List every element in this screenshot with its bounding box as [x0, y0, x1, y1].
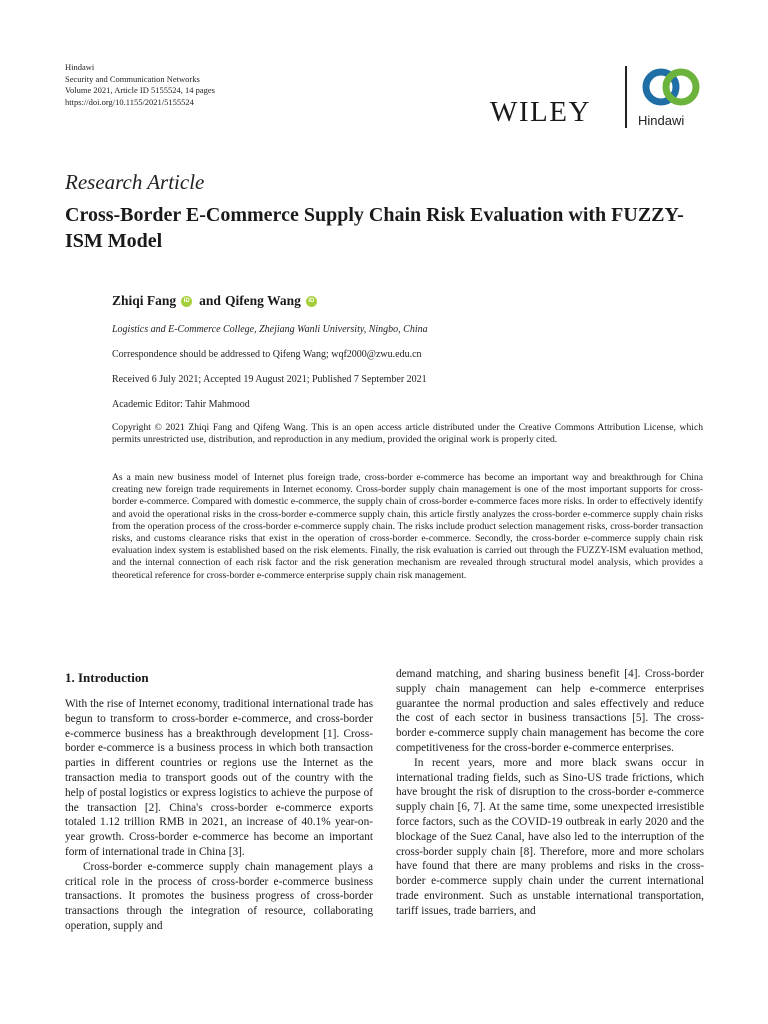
right-column [396, 667, 704, 919]
left-column [65, 697, 373, 934]
publication-dates: Received 6 July 2021; Accepted 19 August 2021; Published 7 September 2021 [112, 374, 427, 385]
author-name[interactable]: Qifeng Wang [224, 293, 301, 308]
orcid-icon[interactable]: iD [181, 296, 192, 307]
wiley-logo: WILEY [490, 96, 591, 128]
hindawi-logo-icon [637, 64, 705, 110]
volume-info: Volume 2021, Article ID 5155524, 14 pages [65, 85, 215, 95]
section-heading: 1. Introduction [65, 670, 149, 685]
hindawi-logo-text: Hindawi [638, 113, 685, 128]
journal-header [65, 62, 215, 108]
doi-link[interactable]: https://doi.org/10.1155/2021/5155524 [65, 96, 194, 107]
paragraph: With the rise of Internet economy, traditional international trade has begun to transform to cross-border e-commerce, and cross-border e-commerce business has a breakthrough development [1]. Cross-border e-commerce is a business process in which both transaction parties in different countries or regions use the Internet as the transaction media to transport goods out of the country with the help of postal logistics or express logistics to achieve the purpose of the transaction [2]. China's cross-border e-commerce exports totaled 1.12 trillion RMB in 2021, an increase of 40.1% year-on-year growth. Cross-border e-commerce has become an important form of international trade in China [3]. [65, 698, 373, 858]
paragraph: In recent years, more and more black swans occur in international trading fields, such as Sino-US trade frictions, which have brought the risk of disruption to the cross-border e-commerce supply chain [6, 7]. At the same time, some unexpected irresistible force factors, such as the COVID-19 outbreak in early 2020 and the blockage of the Suez Canal, have also led to the interruption of the cross-border supply chain [8]. Therefore, more and more scholars have found that there are many problems and risks in the cross-border e-commerce supply chain under the current international trade environment. Such as unstable international transportation, tariff issues, trade barriers, and [396, 756, 704, 917]
orcid-icon[interactable]: iD [306, 296, 317, 307]
author-separator: and [199, 293, 221, 308]
article-type: Research Article [65, 170, 205, 194]
author-list [112, 293, 320, 309]
paragraph: demand matching, and sharing business benefit [4]. Cross-border supply chain management can help e-commerce enterprises guarantee the normal production and sales effectively and reduce the cost of each sector in business transactions [5]. The cross-border e-commerce supply chain management has become the core competitiveness for the cross-border e-commerce enterprises. [396, 668, 704, 754]
journal-name: Security and Communication Networks [65, 73, 200, 84]
logo-divider [625, 66, 627, 128]
paragraph: Cross-border e-commerce supply chain management plays a critical role in the process of cross-border e-commerce business transactions. It promotes the business progress of cross-border transactions through the integration of resource, collaborating operation, supply and [65, 860, 373, 932]
academic-editor: Academic Editor: Tahir Mahmood [112, 399, 250, 410]
abstract: As a main new business model of Internet plus foreign trade, cross-border e-commerce has become an important way and breakthrough for China creating new foreign trade requirements in Internet economy. Cross-border supply chain management is one of the most important supports for cross-border e-commerce. Compared with domestic e-commerce, the supply chain of cross-border e-commerce faces more risks. In order to effectively identify and avoid the operational risks in the cross-border e-commerce supply chain, this article firstly analyzes the cross-border e-commerce supply chain risks from the operation process of the cross-border e-commerce supply chain. The risks include product selection management risks, cross-border transaction risks, and customs clearance risks that exist in the operation of cross-border e-commerce. Secondly, the cross-border e-commerce supply chain risk evaluation index system is established based on the risk elements. Finally, the risk evaluation is carried out through the FUZZY-ISM evaluation method, and the internal connection of each risk factor and the risk generation mechanism are revealed through structural model analysis, which provides a theoretical reference for cross-border e-commerce enterprise supply chain risk management. [112, 472, 703, 581]
correspondence: Correspondence should be addressed to Qifeng Wang; wqf2000@zwu.edu.cn [112, 349, 422, 360]
copyright-notice: Copyright © 2021 Zhiqi Fang and Qifeng Wang. This is an open access article distributed under the Creative Commons Attribution License, which permits unrestricted use, distribution, and reproduction in any medium, provided the original work is properly cited. [112, 422, 703, 446]
author-name[interactable]: Zhiqi Fang [112, 293, 177, 308]
publisher-name: Hindawi [65, 62, 95, 72]
article-title: Cross-Border E-Commerce Supply Chain Risk Evaluation with FUZZY-ISM Model [65, 204, 684, 252]
affiliation: Logistics and E-Commerce College, Zhejiang Wanli University, Ningbo, China [112, 324, 428, 335]
